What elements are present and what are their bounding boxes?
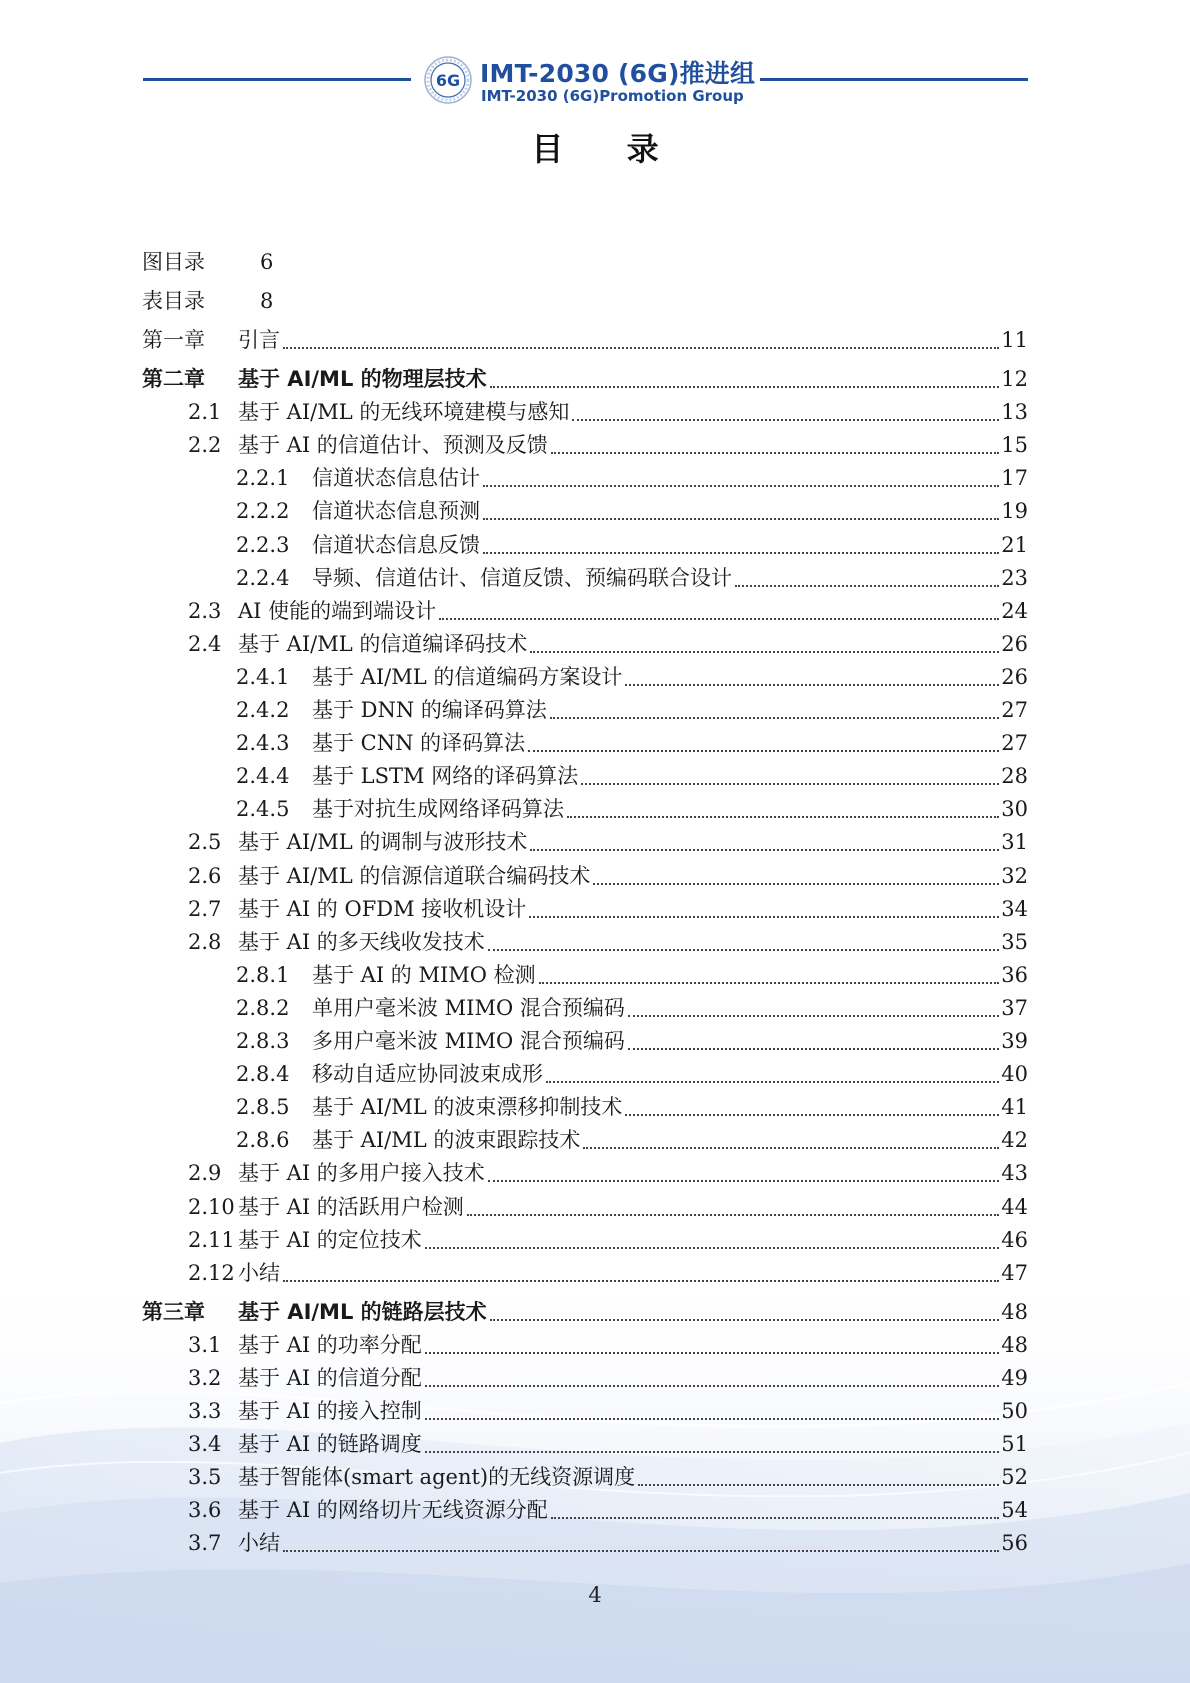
toc-entry-page: 54 <box>1001 1498 1028 1523</box>
toc-entry-title: 信道状态信息估计 <box>312 466 480 491</box>
toc-entry-title: 基于 AI 的网络切片无线资源分配 <box>238 1498 548 1523</box>
toc-entry[interactable] <box>0 628 1028 660</box>
toc-entry[interactable] <box>0 1157 1028 1189</box>
toc-entry-page: 8 <box>260 289 274 313</box>
toc-dot-leader <box>530 651 999 653</box>
toc-dot-leader <box>490 1319 1000 1321</box>
toc-dot-leader <box>283 347 999 349</box>
toc-entry[interactable] <box>0 1025 1028 1057</box>
toc-entry-title: 基于 AI/ML 的信道编码方案设计 <box>312 664 623 689</box>
page-header <box>0 0 1190 120</box>
toc-entry-page: 26 <box>1001 664 1028 689</box>
toc-entry[interactable] <box>0 727 1028 759</box>
toc-entry[interactable] <box>0 1395 1028 1427</box>
toc-entry-number: 2.7 <box>188 896 222 921</box>
emblem-text: 6G <box>435 71 461 90</box>
toc-entry-number: 2.3 <box>188 598 222 623</box>
toc-entry-page: 23 <box>1001 565 1028 590</box>
logo-title: IMT-2030 (6G)推进组 <box>480 59 756 88</box>
toc-entry-page: 13 <box>1001 400 1028 425</box>
toc-dot-leader <box>283 1550 999 1552</box>
toc-entry-title: 基于 DNN 的编译码算法 <box>312 698 547 722</box>
toc-dot-leader <box>488 1180 999 1182</box>
toc-entry-number: 3.2 <box>188 1365 222 1390</box>
toc-entry-number: 2.12 <box>188 1260 235 1285</box>
toc-entry-number: 3.3 <box>188 1399 222 1423</box>
toc-entry[interactable] <box>0 396 1028 428</box>
toc-dot-leader <box>425 1352 999 1354</box>
toc-entry-number: 2.10 <box>188 1194 235 1219</box>
toc-dot-leader <box>490 386 1000 388</box>
toc-entry-title: 基于 AI 的接入控制 <box>238 1399 422 1423</box>
toc-entry-title: 引言 <box>238 328 280 352</box>
toc-entry-page: 27 <box>1001 731 1028 756</box>
toc-entry[interactable] <box>0 1362 1028 1394</box>
toc-entry[interactable] <box>0 1191 1028 1223</box>
toc-entry-page: 21 <box>1001 532 1028 557</box>
toc-dot-leader <box>467 1214 999 1216</box>
toc-entry-title: 基于 AI/ML 的链路层技术 <box>238 1299 487 1324</box>
toc-entry-number: 第一章 <box>142 328 205 352</box>
toc-dot-leader <box>488 949 999 951</box>
toc-entry-title: 基于 AI/ML 的波束跟踪技术 <box>312 1128 581 1153</box>
toc-entry-number: 2.4.5 <box>236 797 290 822</box>
toc-entry-page: 43 <box>1001 1161 1028 1186</box>
toc-entry-title: 基于 AI/ML 的无线环境建模与感知 <box>238 400 570 425</box>
toc-dot-leader <box>546 1081 999 1083</box>
toc-dot-leader <box>483 518 999 520</box>
toc-entry[interactable] <box>0 1257 1028 1289</box>
toc-entry-page: 40 <box>1001 1062 1028 1087</box>
toc-entry-title: 基于 AI 的信道估计、预测及反馈 <box>238 433 548 458</box>
toc-entry-title: 基于 AI 的 MIMO 检测 <box>312 962 536 987</box>
toc-entry-number: 3.6 <box>188 1498 222 1523</box>
toc-entry-title: 基于 AI 的链路调度 <box>238 1432 422 1457</box>
toc-dot-leader <box>572 419 999 421</box>
toc-entry-page: 32 <box>1001 863 1028 888</box>
toc-entry[interactable] <box>0 1091 1028 1123</box>
toc-entry-page: 15 <box>1001 433 1028 458</box>
toc-entry-page: 51 <box>1001 1432 1028 1457</box>
toc-entry-number: 2.5 <box>188 830 222 855</box>
toc-entry-page: 28 <box>1001 764 1028 789</box>
toc-entry-title: 导频、信道估计、信道反馈、预编码联合设计 <box>312 565 732 590</box>
toc-entry-page: 52 <box>1001 1465 1028 1490</box>
toc-dot-leader <box>483 552 999 554</box>
toc-entry-title: 基于 CNN 的译码算法 <box>312 731 526 756</box>
toc-entry-title: 基于 AI 的信道分配 <box>238 1365 422 1390</box>
toc-entry[interactable] <box>0 1428 1028 1460</box>
toc-dot-leader <box>425 1451 999 1453</box>
toc-entry-page: 39 <box>1001 1029 1028 1053</box>
toc-entry[interactable] <box>0 595 1028 627</box>
toc-entry-number: 2.4 <box>188 631 222 656</box>
toc-entry-page: 44 <box>1001 1194 1028 1219</box>
toc-entry-page: 6 <box>260 250 274 274</box>
logo-subtitle: IMT-2030 (6G)Promotion Group <box>481 87 744 105</box>
toc-entry-title: 信道状态信息反馈 <box>312 532 480 557</box>
toc-entry-number: 2.2.2 <box>236 499 290 524</box>
toc-entry-title: 基于 AI 的功率分配 <box>238 1332 422 1357</box>
toc-entry-title: 基于 AI/ML 的信源信道联合编码技术 <box>238 863 591 888</box>
toc-entry-number: 2.4.2 <box>236 698 290 722</box>
toc-entry[interactable] <box>0 246 1028 278</box>
toc-entry-number: 2.8.5 <box>236 1095 290 1120</box>
toc-entry-title: 基于 AI/ML 的波束漂移抑制技术 <box>312 1095 623 1120</box>
toc-entry-page: 35 <box>1001 929 1028 954</box>
toc-entry[interactable] <box>0 661 1028 693</box>
toc-entry-title: 基于 AI 的多天线收发技术 <box>238 929 485 954</box>
toc-dot-leader <box>628 1048 999 1050</box>
toc-entry-number: 2.2.1 <box>236 466 290 491</box>
toc-entry[interactable] <box>0 1527 1028 1559</box>
toc-entry-title: 基于智能体(smart agent)的无线资源调度 <box>238 1465 636 1490</box>
toc-entry[interactable] <box>0 529 1028 561</box>
toc-entry-number: 图目录 <box>142 250 205 274</box>
toc-entry-number: 2.8.4 <box>236 1062 290 1087</box>
toc-entry-number: 2.6 <box>188 863 222 888</box>
toc-entry[interactable] <box>0 429 1028 461</box>
toc-entry[interactable] <box>0 992 1028 1024</box>
toc-entry[interactable] <box>0 793 1028 825</box>
toc-entry-number: 2.2.4 <box>236 565 290 590</box>
toc-entry-number: 2.8.1 <box>236 962 290 987</box>
toc-entry[interactable] <box>0 694 1028 726</box>
toc-entry[interactable] <box>0 285 1028 317</box>
toc-entry-title: 基于 LSTM 网络的译码算法 <box>312 764 579 789</box>
toc-entry-number: 第三章 <box>142 1299 205 1324</box>
toc-entry-number: 表目录 <box>142 289 205 313</box>
toc-entry-number: 第二章 <box>142 367 205 391</box>
toc-entry-page: 47 <box>1001 1260 1028 1285</box>
toc-entry-page: 31 <box>1001 830 1028 855</box>
toc-entry-page: 30 <box>1001 797 1028 822</box>
toc-entry-title: 基于 AI 的活跃用户检测 <box>238 1194 464 1219</box>
toc-dot-leader <box>425 1385 999 1387</box>
toc-dot-leader <box>628 1015 999 1017</box>
toc-dot-leader <box>551 452 999 454</box>
toc-entry-page: 27 <box>1001 698 1028 722</box>
toc-entry-number: 2.2.3 <box>236 532 290 557</box>
toc-dot-leader <box>625 684 999 686</box>
toc-dot-leader <box>551 1517 999 1519</box>
toc-dot-leader <box>625 1114 999 1116</box>
toc-entry-number: 3.1 <box>188 1332 222 1357</box>
toc-entry-title: 移动自适应协同波束成形 <box>312 1062 543 1087</box>
page-title: 目 录 <box>531 130 685 168</box>
toc-entry-number: 2.4.1 <box>236 664 290 689</box>
toc-entry-title: 信道状态信息预测 <box>312 499 480 524</box>
toc-entry-page: 34 <box>1001 896 1028 921</box>
toc-entry-page: 36 <box>1001 962 1028 987</box>
toc-entry[interactable] <box>0 562 1028 594</box>
toc-dot-leader <box>425 1418 999 1420</box>
toc-entry-number: 2.4.3 <box>236 731 290 756</box>
toc-dot-leader <box>483 485 999 487</box>
toc-dot-leader <box>735 585 999 587</box>
toc-entry[interactable] <box>0 860 1028 892</box>
toc-entry-number: 2.8.6 <box>236 1128 290 1153</box>
toc-entry-page: 11 <box>1001 328 1028 352</box>
header-rule-left <box>143 78 411 81</box>
toc-entry-number: 2.2 <box>188 433 222 458</box>
toc-entry-title: AI 使能的端到端设计 <box>238 598 437 623</box>
toc-entry[interactable] <box>0 495 1028 527</box>
toc-entry-number: 3.4 <box>188 1432 222 1457</box>
toc-dot-leader <box>528 750 999 752</box>
toc-entry-title: 小结 <box>238 1531 280 1556</box>
toc-dot-leader <box>581 783 999 785</box>
toc-entry[interactable] <box>0 1461 1028 1493</box>
toc-entry-title: 基于 AI 的定位技术 <box>238 1227 422 1252</box>
toc-entry[interactable] <box>0 959 1028 991</box>
toc-entry-page: 12 <box>1001 367 1028 391</box>
toc-entry-page: 37 <box>1001 995 1028 1020</box>
toc-entry[interactable] <box>0 1296 1028 1328</box>
toc-dot-leader <box>583 1147 999 1149</box>
toc-dot-leader <box>530 849 999 851</box>
toc-entry-page: 56 <box>1001 1531 1028 1556</box>
toc-entry-page: 17 <box>1001 466 1028 491</box>
page-number: 4 <box>588 1583 602 1607</box>
toc-entry[interactable] <box>0 1329 1028 1361</box>
toc-dot-leader <box>638 1484 999 1486</box>
toc-entry-title: 基于 AI/ML 的物理层技术 <box>238 367 487 391</box>
header-rule-right <box>760 78 1028 81</box>
toc-entry[interactable] <box>0 760 1028 792</box>
toc-entry-title: 基于 AI 的 OFDM 接收机设计 <box>238 896 527 921</box>
toc-dot-leader <box>529 916 999 918</box>
toc-entry-number: 2.8 <box>188 929 222 954</box>
toc-entry-page: 26 <box>1001 631 1028 656</box>
toc-entry-title: 小结 <box>238 1260 280 1285</box>
toc-entry-number: 3.7 <box>188 1531 222 1556</box>
toc-entry-page: 42 <box>1001 1128 1028 1153</box>
toc-entry-title: 基于 AI/ML 的调制与波形技术 <box>238 830 528 855</box>
toc-entry[interactable] <box>0 1494 1028 1526</box>
toc-entry-page: 48 <box>1001 1332 1028 1357</box>
toc-dot-leader <box>550 717 999 719</box>
toc-entry-page: 41 <box>1001 1095 1028 1120</box>
toc-dot-leader <box>593 883 999 885</box>
toc-entry[interactable] <box>0 1124 1028 1156</box>
toc-entry[interactable] <box>0 926 1028 958</box>
toc-entry-number: 2.9 <box>188 1161 222 1186</box>
toc-entry-title: 基于对抗生成网络译码算法 <box>312 797 564 822</box>
toc-entry[interactable] <box>0 826 1028 858</box>
toc-entry-page: 19 <box>1001 499 1028 524</box>
toc-entry-page: 49 <box>1001 1365 1028 1390</box>
toc-entry-number: 2.11 <box>188 1227 235 1252</box>
toc-entry-title: 单用户毫米波 MIMO 混合预编码 <box>312 995 625 1020</box>
toc-dot-leader <box>425 1247 999 1249</box>
toc-dot-leader <box>567 816 999 818</box>
toc-dot-leader <box>539 982 1000 984</box>
toc-dot-leader <box>439 618 999 620</box>
toc-entry-title: 基于 AI/ML 的信道编译码技术 <box>238 631 528 656</box>
toc-entry-page: 48 <box>1001 1299 1028 1324</box>
toc-entry-page: 50 <box>1001 1399 1028 1423</box>
toc-entry-number: 2.4.4 <box>236 764 290 789</box>
toc-entry[interactable] <box>0 1224 1028 1256</box>
toc-entry-number: 2.8.2 <box>236 995 290 1020</box>
toc-entry-page: 46 <box>1001 1227 1028 1252</box>
toc-dot-leader <box>283 1280 999 1282</box>
imt2030-emblem-icon <box>423 55 473 105</box>
toc-entry-number: 2.1 <box>188 400 222 425</box>
toc-entry-title: 基于 AI 的多用户接入技术 <box>238 1161 485 1186</box>
toc-entry[interactable] <box>0 893 1028 925</box>
toc-entry[interactable] <box>0 324 1028 356</box>
toc-entry[interactable] <box>0 1058 1028 1090</box>
toc-entry[interactable] <box>0 462 1028 494</box>
toc-entry-title: 多用户毫米波 MIMO 混合预编码 <box>312 1029 625 1053</box>
toc-entry[interactable] <box>0 363 1028 395</box>
toc-entry-number: 2.8.3 <box>236 1029 290 1053</box>
toc-entry-number: 3.5 <box>188 1465 222 1490</box>
toc-entry-page: 24 <box>1001 598 1028 623</box>
